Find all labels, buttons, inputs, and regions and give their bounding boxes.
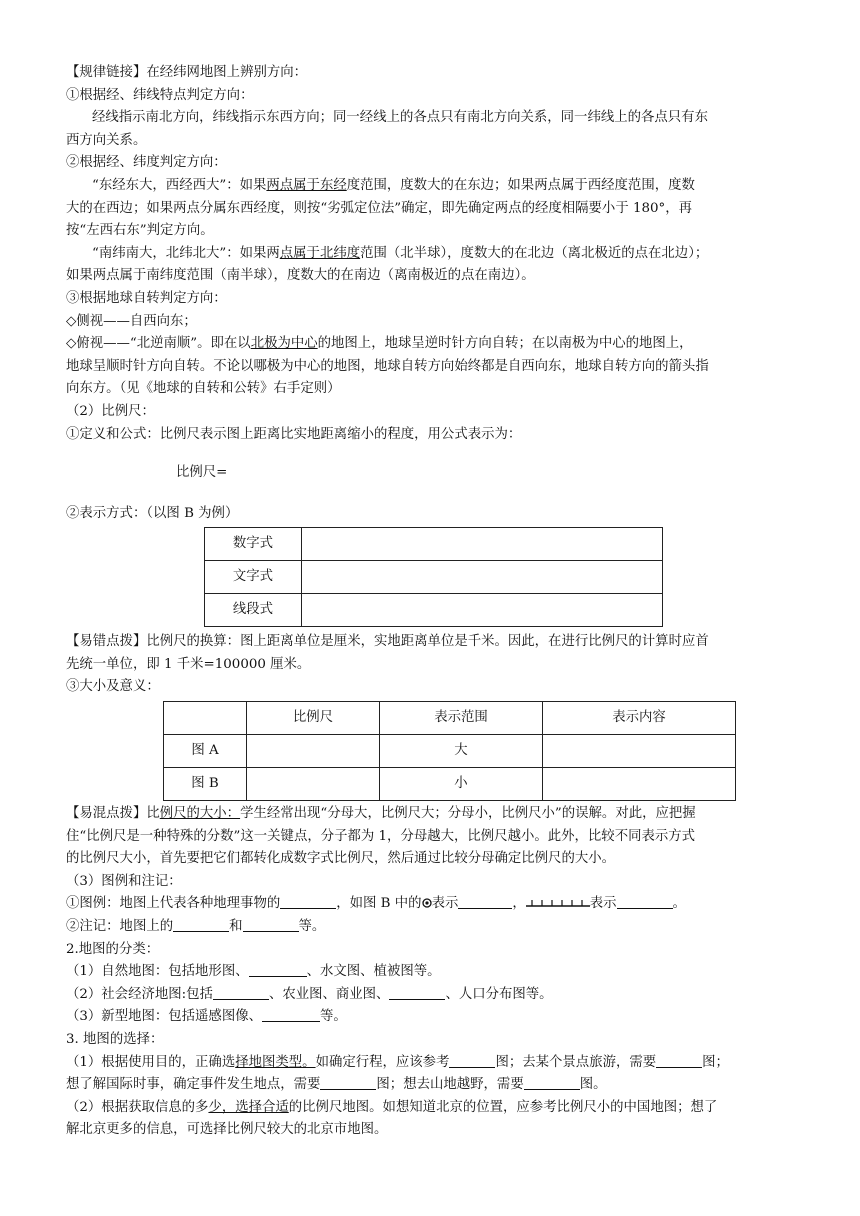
table-header: 表示内容 bbox=[543, 702, 736, 735]
table-cell: 图 B bbox=[164, 768, 247, 801]
fill-blank[interactable] bbox=[320, 1075, 376, 1090]
answer-cell[interactable] bbox=[302, 561, 663, 594]
text-line: ◇俯视——“北逆南顺”。即在以北极为中心的地图上，地球呈逆时针方向自转；在以南极为中心的地图上， bbox=[66, 336, 693, 352]
answer-cell[interactable] bbox=[247, 735, 380, 768]
section-heading: （3）图例和注记： bbox=[66, 873, 182, 889]
section-heading: 2.地图的分类： bbox=[66, 941, 160, 957]
table-header: 比例尺 bbox=[247, 702, 380, 735]
text-line: ①图例：地图上代表各种地理事物的 ，如图 B 中的 表示 ， 表示 。 bbox=[66, 896, 686, 912]
table-cell: 线段式 bbox=[205, 594, 302, 627]
text-line: 【易错点拨】比例尺的换算：图上距离单位是厘米，实地距离单位是千米。因此，在进行比例尺的计算时应首 bbox=[66, 634, 709, 650]
answer-cell[interactable] bbox=[543, 735, 736, 768]
text-line: 大的在西边；如果两点分属东西经度，则按“劣弧定位法”确定，即先确定两点的经度相隔要小于 180°，再 bbox=[66, 200, 692, 216]
fill-blank[interactable] bbox=[213, 985, 269, 1000]
section-heading: 3. 地图的选择： bbox=[66, 1032, 164, 1047]
table-header-row bbox=[164, 702, 736, 735]
capital-symbol-icon bbox=[422, 898, 432, 908]
text-line: 向东方。（见《地球的自转和公转》右手定则） bbox=[66, 381, 341, 397]
text-line: “南纬南大，北纬北大”：如果两点属于北纬度范围（北半球），度数大的在北边（离北极近的点在北边）； bbox=[92, 245, 709, 261]
answer-cell[interactable] bbox=[543, 768, 736, 801]
text-line: （3）新型地图：包括遥感图像、 等。 bbox=[66, 1009, 347, 1025]
text-line: ③大小及意义： bbox=[66, 679, 160, 695]
text-line: 解北京更多的信息，可选择比例尺较大的北京市地图。 bbox=[66, 1122, 388, 1138]
text-line: 按“左西右东”判定方向。 bbox=[66, 223, 214, 239]
fill-blank[interactable] bbox=[656, 1053, 702, 1068]
fill-blank[interactable] bbox=[243, 917, 299, 932]
fill-blank[interactable] bbox=[280, 894, 336, 909]
text-line: 想了解国际时事，确定事件发生地点，需要 图；想去山地越野，需要 图。 bbox=[66, 1077, 607, 1093]
text-line: 住“比例尺是一种特殊的分数”这一关键点，分子都为 1，分母越大，比例尺越小。此外，比较不同表示方式 bbox=[66, 828, 696, 844]
text-line: 【规律链接】在经纬网地图上辨别方向： bbox=[66, 65, 308, 80]
text-line: ①定义和公式：比例尺表示图上距离比实地距离缩小的程度，用公式表示为： bbox=[66, 426, 522, 442]
text-line: ①根据经、纬线特点判定方向： bbox=[66, 87, 254, 103]
table-cell: 数字式 bbox=[205, 528, 302, 561]
text-line: ②表示方式：（以图 B 为例） bbox=[66, 505, 239, 521]
fill-blank[interactable] bbox=[173, 917, 229, 932]
text-line: 【易混点拨】比例尺的大小：学生经常出现“分母大，比例尺大；分母小，比例尺小”的误解。对此，应把握 bbox=[66, 806, 696, 822]
table-row bbox=[205, 528, 663, 561]
fill-blank[interactable] bbox=[449, 1053, 495, 1068]
document-page bbox=[66, 62, 806, 1142]
formula: 比例尺= bbox=[176, 465, 228, 481]
text-line: 地球呈顺时针方向自转。不论以哪极为中心的地图，地球自转方向始终都是自西向东，地球自转方向的箭头指 bbox=[66, 358, 709, 374]
text-line: （1）自然地图：包括地形图、 、水文图、植被图等。 bbox=[66, 964, 441, 980]
scale-format-table bbox=[204, 527, 663, 627]
text-line: “东经东大，西经西大”：如果两点属于东经度范围，度数大的在东边；如果两点属于西经度范围，度数 bbox=[92, 177, 695, 193]
text-line: （1）根据使用目的，正确选择地图类型。如确定行程，应该参考 图；去某个景点旅游，需要 图； bbox=[66, 1054, 729, 1070]
text-line: ②注记：地图上的 和 等。 bbox=[66, 919, 326, 935]
fill-blank[interactable] bbox=[458, 894, 512, 909]
fill-blank[interactable] bbox=[389, 985, 445, 1000]
text-line: （2）社会经济地图:包括 、农业图、商业图、 、人口分布图等。 bbox=[66, 986, 553, 1002]
section-heading: （2）比例尺： bbox=[66, 403, 155, 419]
table-row bbox=[164, 735, 736, 768]
text-line: 如果两点属于南纬度范围（南半球），度数大的在南边（离南极近的点在南边）。 bbox=[66, 268, 535, 284]
table-cell: 大 bbox=[380, 735, 543, 768]
text-line: ②根据经、纬度判定方向： bbox=[66, 155, 227, 171]
text-line: ◇侧视——自西向东； bbox=[66, 313, 197, 329]
text-line: 西方向关系。 bbox=[66, 132, 147, 148]
table-row bbox=[164, 768, 736, 801]
table-header: 表示范围 bbox=[380, 702, 543, 735]
table-cell: 文字式 bbox=[205, 561, 302, 594]
scale-comparison-table bbox=[163, 701, 736, 801]
table-cell: 图 A bbox=[164, 735, 247, 768]
answer-cell[interactable] bbox=[247, 768, 380, 801]
fill-blank[interactable] bbox=[249, 962, 307, 977]
table-row bbox=[205, 561, 663, 594]
text-line: 先统一单位，即 1 千米=100000 厘米。 bbox=[66, 656, 311, 672]
answer-cell[interactable] bbox=[302, 594, 663, 627]
railway-symbol-icon bbox=[526, 897, 590, 909]
fill-blank[interactable] bbox=[617, 894, 673, 909]
table-cell: 小 bbox=[380, 768, 543, 801]
text-line: 的比例尺大小，首先要把它们都转化成数字式比例尺，然后通过比较分母确定比例尺的大小。 bbox=[66, 851, 616, 867]
text-line: （2）根据获取信息的多少，选择合适的比例尺地图。如想知道北京的位置，应参考比例尺小的中国地图；想了 bbox=[66, 1099, 718, 1115]
fill-blank[interactable] bbox=[262, 1007, 320, 1022]
table-header bbox=[164, 702, 247, 735]
answer-cell[interactable] bbox=[302, 528, 663, 561]
text-line: ③根据地球自转判定方向： bbox=[66, 290, 227, 306]
table-row bbox=[205, 594, 663, 627]
text-line: 经线指示南北方向，纬线指示东西方向；同一经线上的各点只有南北方向关系，同一纬线上的各点只有东 bbox=[92, 110, 708, 126]
fill-blank[interactable] bbox=[524, 1075, 580, 1090]
